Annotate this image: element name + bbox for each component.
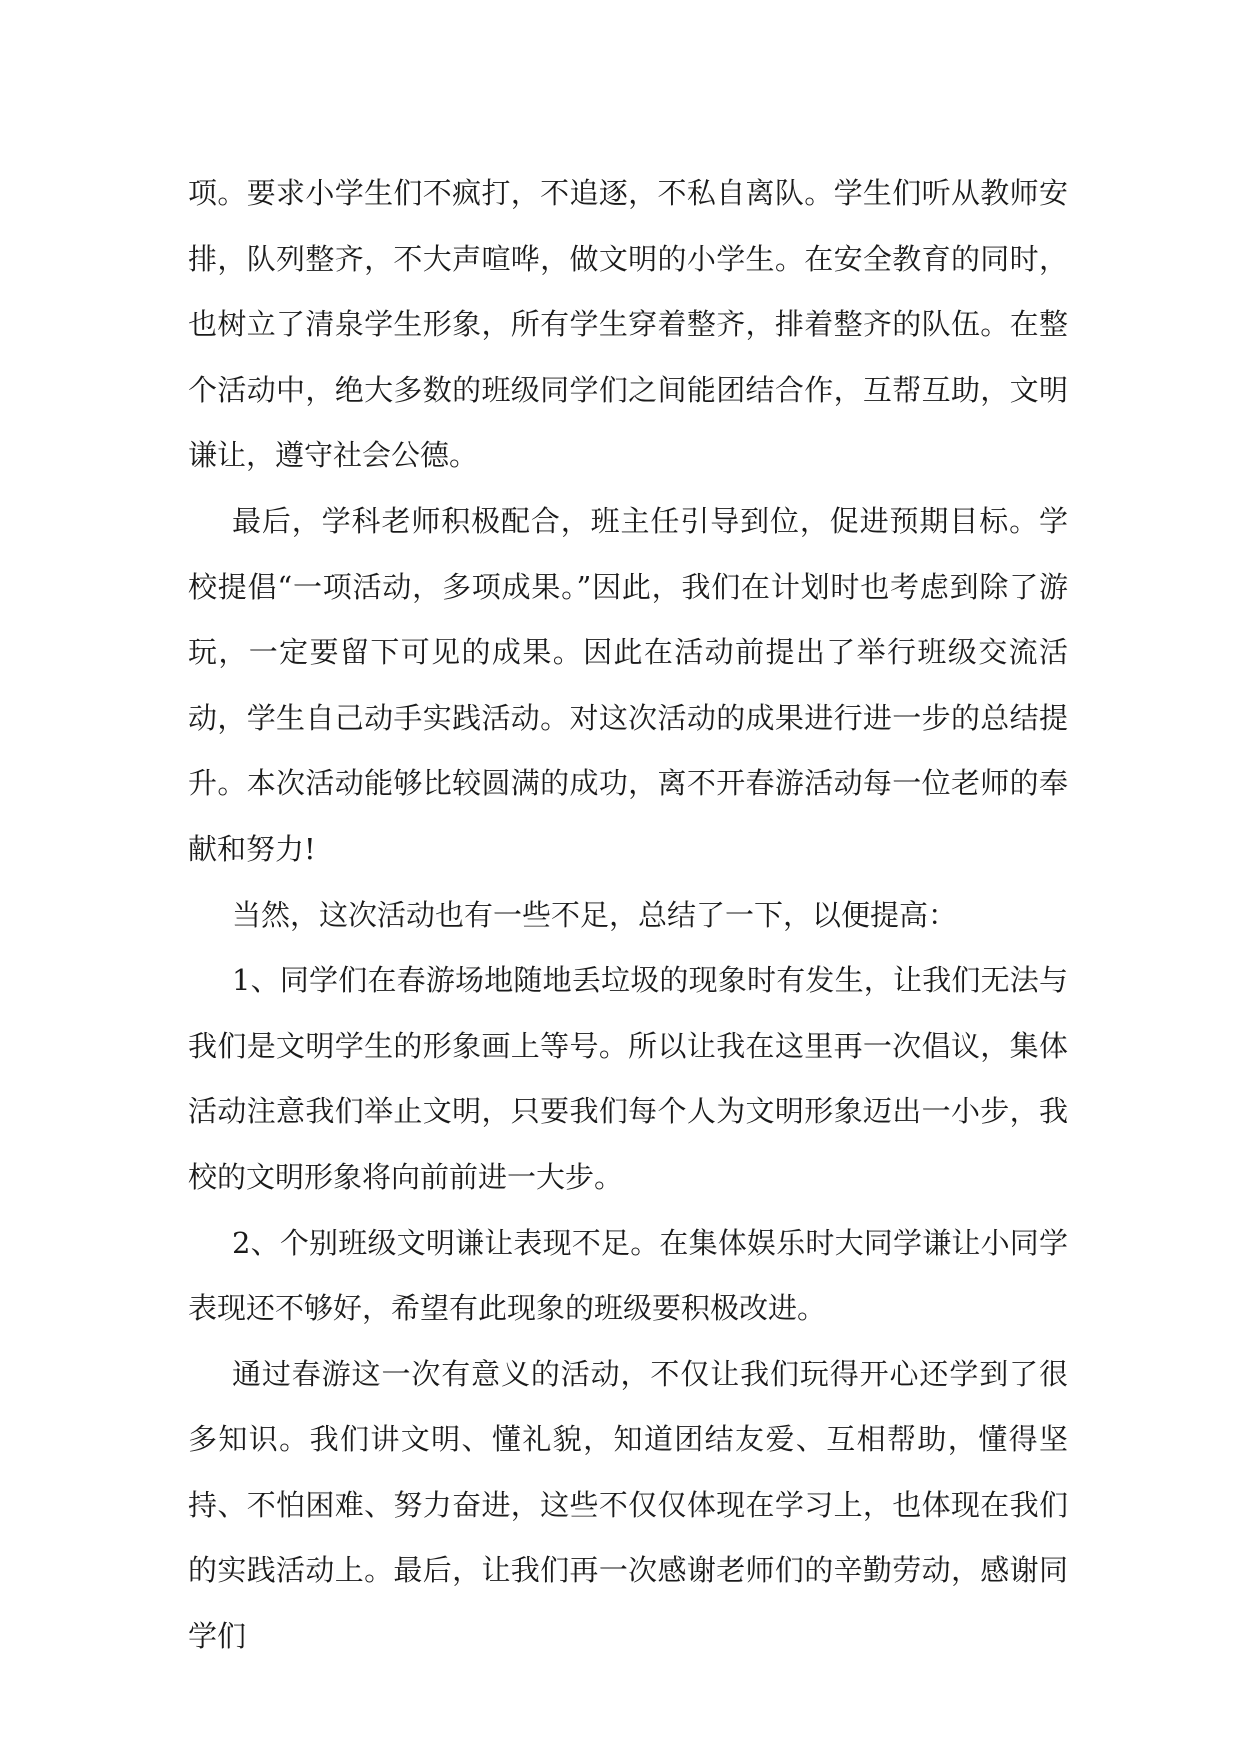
paragraph-1: 项。要求小学生们不疯打，不追逐，不私自离队。学生们听从教师安排，队列整齐，不大声喧哗，做文明的小学生。在安全教育的同时，也树立了清泉学生形象，所有学生穿着整齐，排着整齐的队伍。在整个活动中，绝大多数的班级同学们之间能团结合作，互帮互助，文明谦让，遵守社会公德。 <box>188 176 1068 473</box>
paragraph-3: 当然，这次活动也有一些不足，总结了一下，以便提高： <box>232 897 958 932</box>
paragraph-2: 最后，学科老师积极配合，班主任引导到位，促进预期目标。学校提倡“一项活动，多项成果。”因此，我们在计划时也考虑到除了游玩，一定要留下可见的成果。因此在活动前提出了举行班级交流活动，学生自己动手实践活动。对这次活动的成果进行进一步的总结提升。本次活动能够比较圆满的成功，离不开春游活动每一位老师的奉献和努力! <box>188 503 1068 866</box>
paragraph-4: 1、同学们在春游场地随地丢垃圾的现象时有发生，让我们无法与我们是文明学生的形象画上等号。所以让我在这里再一次倡议，集体活动注意我们举止文明，只要我们每个人为文明形象迈出一小步，我校的文明形象将向前前进一大步。 <box>188 963 1068 1194</box>
document-body <box>188 161 1068 1670</box>
paragraph-6: 通过春游这一次有意义的活动，不仅让我们玩得开心还学到了很多知识。我们讲文明、懂礼貌，知道团结友爱、互相帮助，懂得坚持、不怕困难、努力奋进，这些不仅仅体现在学习上，也体现在我们的实践活动上。最后，让我们再一次感谢老师们的辛勤劳动，感谢同学们 <box>188 1356 1068 1654</box>
paragraph-5: 2、个别班级文明谦让表现不足。在集体娱乐时大同学谦让小同学表现还不够好，希望有此现象的班级要积极改进。 <box>188 1225 1068 1326</box>
